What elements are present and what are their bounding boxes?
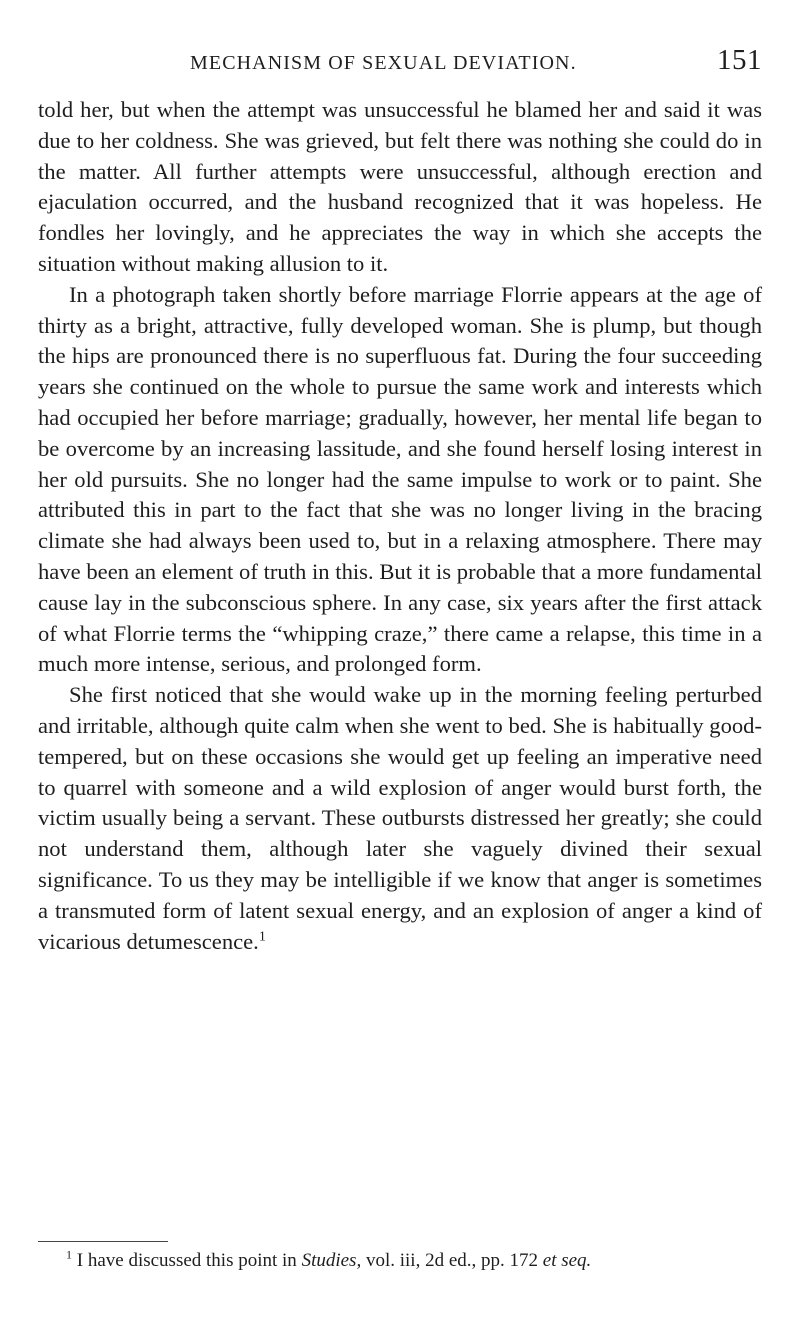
paragraph: In a photograph taken shortly before marriage Florrie appears at the age of thirty as a bright, attractive, fully developed woman. She is plump, but though the hips are pronounced there is no superfluous fat. During the four succeeding years she continued on the whole to pursue the same work and interests which had occupied her before marriage; gradually, however, her mental life began to be overcome by an increasing lassitude, and she found herself losing interest in her old pursuits. She no longer had the same impulse to work or to paint. She attributed this in part to the fact that she was no longer living in the bracing climate she had always been used to, but in a relaxing atmosphere. There may have been an element of truth in this. But it is probable that a more fundamental cause lay in the subconscious sphere. In any case, six years after the first attack of what Florrie terms the “whipping craze,” there came a relapse, this time in a much more intense, serious, and prolonged form. bbox=[38, 281, 762, 677]
footnote-text-before: I have discussed this point in bbox=[76, 1250, 302, 1271]
book-page bbox=[38, 0, 762, 1319]
paragraph bbox=[38, 680, 762, 957]
running-title: MECHANISM OF SEXUAL DEVIATION. bbox=[190, 52, 577, 74]
footnote-text-middle: vol. iii, 2d ed., pp. 172 bbox=[361, 1250, 543, 1271]
footnote-title: Studies, bbox=[301, 1250, 362, 1271]
footnote-reference: 1 bbox=[258, 928, 266, 944]
footnote-mark: 1 bbox=[66, 1247, 72, 1262]
footnote-divider bbox=[38, 1241, 168, 1242]
paragraph-text: She first noticed that she would wake up in the morning feeling perturbed and irritable, although quite calm when she went to bed. She is habitually good-tempered, but on these occasions she would get up feeling an imperative need to quarrel with someone and a wild explosion of anger would burst forth, the victim usually being a servant. These outbursts distressed her greatly; she could not understand them, although later she vaguely divined their sexual significance. To us they may be intelligible if we know that anger is sometimes a transmuted form of latent sexual energy, and an explosion of anger a kind of vicarious detumescence. bbox=[38, 682, 762, 954]
footnote-et-seq: et seq. bbox=[542, 1250, 592, 1271]
paragraph: told her, but when the attempt was unsuccessful he blamed her and said it was due to her coldness. She was grieved, but felt there was nothing she could do in the matter. All further attempts were unsuccessful, although erection and ejaculation occurred, and the husband recognized that it was hopeless. He fondles her lovingly, and he appreciates the way in which she accepts the situation without making allusion to it. bbox=[38, 97, 762, 276]
body-text bbox=[38, 95, 762, 957]
footnote bbox=[38, 1249, 762, 1273]
page-number: 151 bbox=[717, 44, 762, 76]
running-header bbox=[38, 44, 762, 94]
